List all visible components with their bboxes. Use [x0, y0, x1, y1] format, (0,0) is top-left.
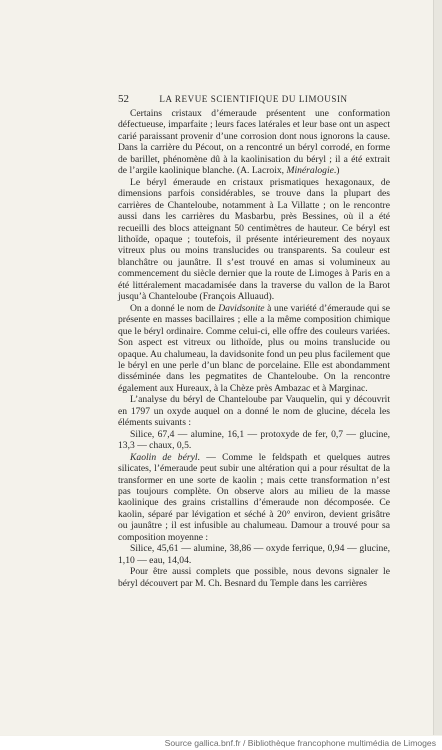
paragraph: [118, 177, 390, 303]
paragraph: [118, 108, 390, 177]
running-header: [118, 93, 388, 105]
paragraph: [118, 452, 390, 544]
text-run: L’analyse du béryl de Chanteloube par Vauquelin, qui y découvrit en 1797 un oxyde auquel on a donné le nom de glucine, décela les éléments suivants :: [118, 394, 390, 429]
text-run: . — Comme le feldspath et quelques autres silicates, l’émeraude peut subir une altération qui a pour résultat de la transformer en une sorte de kaolin ; mais cette transformation n’est pas toujours complète. On observe alors au milieu de la masse kaolinique des grains cristallins d’émeraude non décomposée. Ce kaolin, séparé par lévigation et séché à 20° environ, devient grisâtre ou jaunâtre ; il est infusible au chalumeau. Damour a trouvé pour sa composition moyenne :: [118, 451, 391, 543]
paragraph: [118, 543, 390, 566]
text-run: Pour être aussi complets que possible, nous devons signaler le béryl découvert par M. Ch. Besnard du Temple dans les carrières: [118, 566, 390, 589]
text-run: On a donné le nom de: [130, 302, 219, 314]
page-binding-edge: [433, 0, 442, 735]
text-run: Certains cristaux d’émeraude présentent une conformation défectueuse, imparfaite ; leurs faces latérales et leur base ont un aspect carié paraissant provenir d’une corrosion dont nous ignorons la cause. Dans la carrière du Pécout, on a rencontré un béryl corrodé, en forme de barillet, phénomène dû à la kaolinisation du béryl ; il a été extrait de l’argile kaolinique blanche. (A. Lacroix,: [118, 108, 390, 177]
article-body: [118, 108, 390, 589]
italic-text: Kaolin de béryl: [130, 451, 198, 463]
italic-text: Davidsonite: [218, 302, 265, 314]
paragraph: [118, 394, 390, 428]
text-run: à une variété d’émeraude qui se présente en masses bacillaires ; elle a la même composition chimique que le béryl ordinaire. Comme celui-ci, elle offre des couleurs variées. Son aspect est vitreux ou lithoïde, plus ou moins translucide ou opaque. Au chalumeau, la davidsonite fond un peu plus facilement que le béryl en une perle d’un blanc de porcelaine. Elle est abondamment disséminée dans les pegmatites de Chanteloube. On la rencontre également aux Hureaux, à la Chèze près Ambazac et à Marginac.: [118, 302, 391, 394]
running-title: LA REVUE SCIENTIFIQUE DU LIMOUSIN: [159, 94, 348, 104]
italic-text: Minéralogie: [286, 165, 334, 177]
text-run: Silice, 67,4 — alumine, 16,1 — protoxyde de fer, 0,7 — glucine, 13,3 — chaux, 0,5.: [118, 428, 390, 452]
text-run: .): [333, 165, 340, 177]
source-credit: Source gallica.bnf.fr / Bibliothèque francophone multimédia de Limoges: [0, 736, 442, 750]
text-run: Le béryl émeraude en cristaux prismatiques hexagonaux, de dimensions parfois considérables, se trouve dans la plupart des carrières de Chanteloube, notamment à La Villatte ; on le rencontre aussi dans les carrières du Masbarbu, près Bessines, où il a été recueilli des blocs atteignant 50 centimètres de hauteur. Ce béryl est lithoïde, opaque ; toutefois, il présente intérieurement des noyaux vitreux plus ou moins translucides ou transparents. Sa couleur est blanchâtre ou jaunâtre. Il s’est trouvé en amas si volumineux au commencement du siècle dernier que la route de Limoges à Paris en a été littéralement macadamisée dans la traverse du vallon de la Barot jusqu’à Chanteloube (François Alluaud).: [118, 176, 390, 303]
paragraph: [118, 303, 390, 395]
text-run: Silice, 45,61 — alumine, 38,86 — oxyde ferrique, 0,94 — glucine, 1,10 — eau, 14,04.: [118, 543, 390, 566]
paragraph: [118, 566, 390, 589]
page-number: 52: [118, 93, 129, 105]
paragraph: [118, 429, 390, 452]
